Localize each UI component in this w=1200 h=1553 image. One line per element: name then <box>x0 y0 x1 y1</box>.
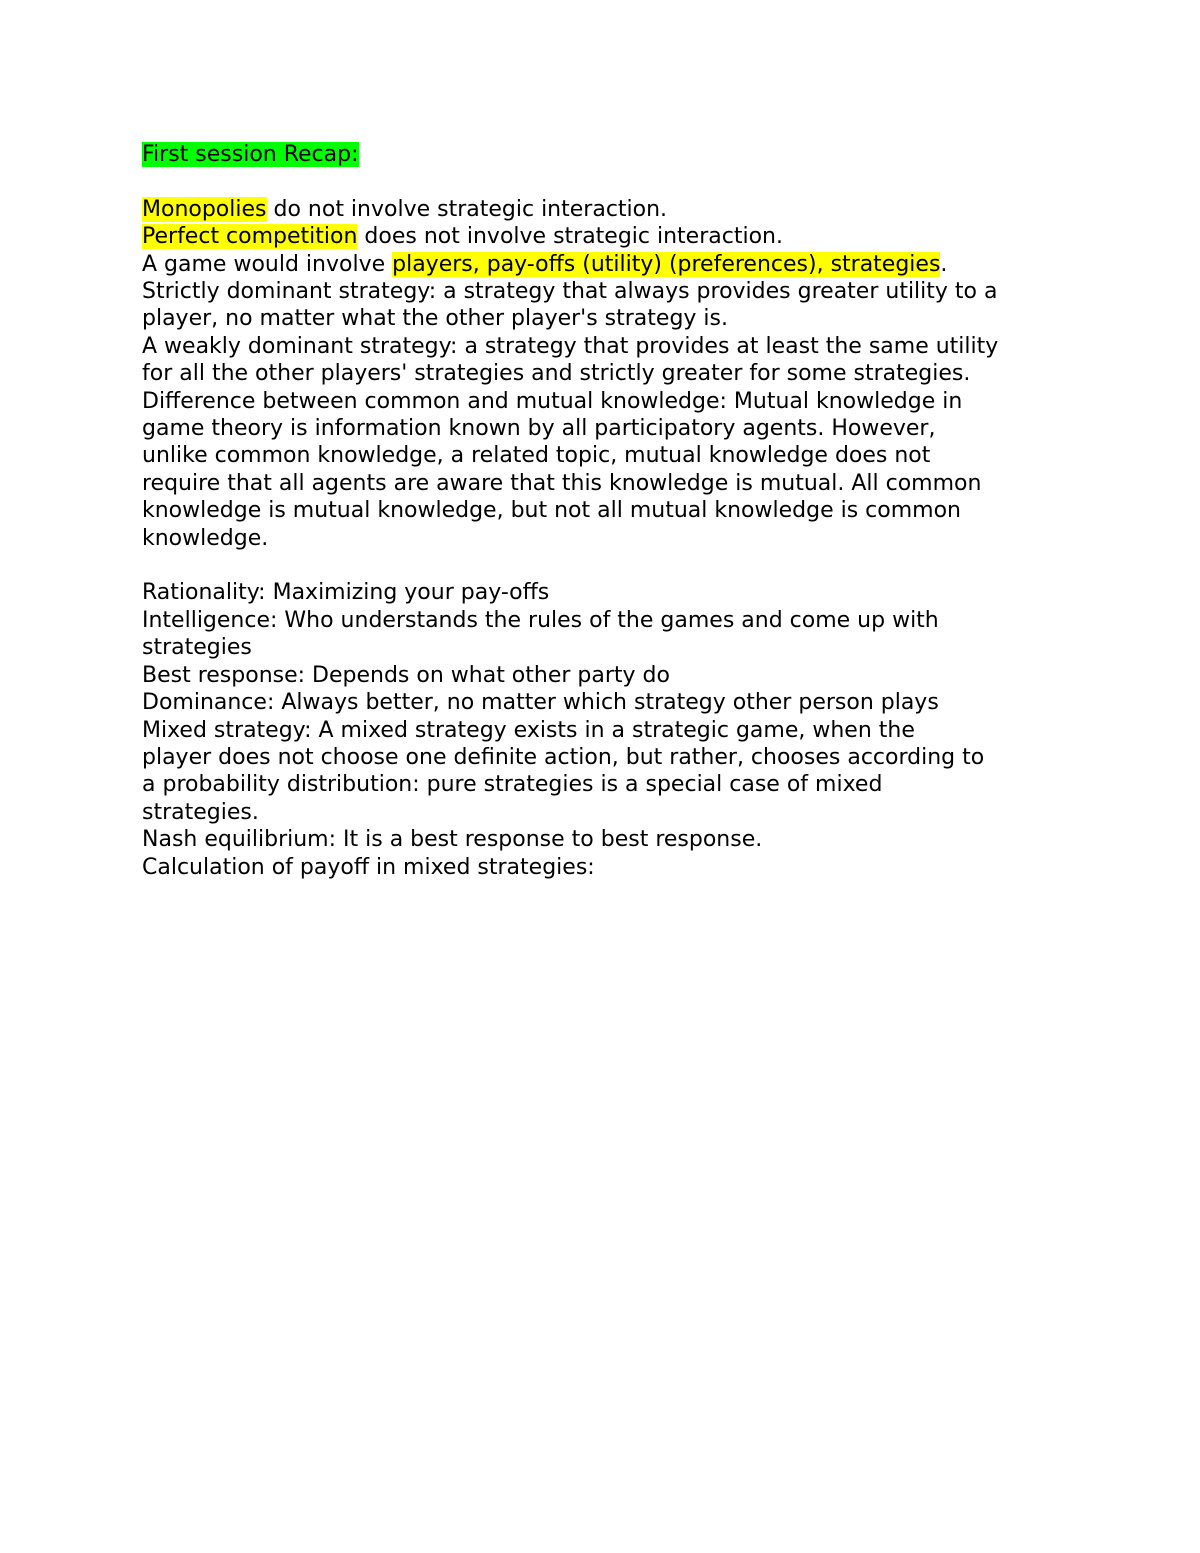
mixed-strategy-line-1: Mixed strategy: A mixed strategy exists in a strategic game, when the <box>142 717 915 743</box>
knowledge-line-1: Difference between common and mutual knowledge: Mutual knowledge in <box>142 388 963 414</box>
game-elements-line <box>142 251 1072 278</box>
weakly-dominant-line-2: for all the other players' strategies and strictly greater for some strategies. <box>142 361 971 387</box>
strictly-dominant-line-2: player, no matter what the other player's strategy is. <box>142 306 728 332</box>
session-heading: First session Recap: <box>142 142 359 167</box>
intelligence-line-1: Intelligence: Who understands the rules of the games and come up with <box>142 607 939 633</box>
game-elements-term: players, pay-offs (utility) (preferences), strategies <box>392 251 941 277</box>
document-body <box>142 141 1072 881</box>
knowledge-line-3: unlike common knowledge, a related topic, mutual knowledge does not <box>142 443 931 469</box>
perfect-competition-text: does not involve strategic interaction. <box>357 224 783 250</box>
perfect-competition-line <box>142 223 1072 250</box>
perfect-competition-term: Perfect competition <box>142 224 358 250</box>
heading-line <box>142 141 1072 168</box>
knowledge-line-4: require that all agents are aware that this knowledge is mutual. All common <box>142 470 982 496</box>
game-elements-prefix: A game would involve <box>142 251 393 277</box>
blank-line <box>142 168 1072 195</box>
dominance-line: Dominance: Always better, no matter which strategy other person plays <box>142 690 939 716</box>
mixed-strategy-line-3: a probability distribution: pure strategies is a special case of mixed <box>142 772 883 798</box>
monopolies-text: do not involve strategic interaction. <box>266 196 668 222</box>
blank-line <box>142 552 1072 579</box>
strictly-dominant-line-1: Strictly dominant strategy: a strategy that always provides greater utility to a <box>142 279 998 305</box>
game-elements-suffix: . <box>940 251 948 277</box>
payoff-calculation-line: Calculation of payoff in mixed strategies: <box>142 854 595 880</box>
knowledge-line-2: game theory is information known by all participatory agents. However, <box>142 416 936 442</box>
monopolies-line <box>142 196 1072 223</box>
monopolies-term: Monopolies <box>142 196 267 222</box>
weakly-dominant-line-1: A weakly dominant strategy: a strategy that provides at least the same utility <box>142 333 999 359</box>
intelligence-line-2: strategies <box>142 635 252 661</box>
mixed-strategy-line-2: player does not choose one definite action, but rather, chooses according to <box>142 744 985 770</box>
mixed-strategy-line-4: strategies. <box>142 799 259 825</box>
knowledge-line-6: knowledge. <box>142 525 269 551</box>
best-response-line: Best response: Depends on what other party do <box>142 662 670 688</box>
nash-equilibrium-line: Nash equilibrium: It is a best response to best response. <box>142 827 763 853</box>
knowledge-line-5: knowledge is mutual knowledge, but not all mutual knowledge is common <box>142 498 961 524</box>
rationality-line: Rationality: Maximizing your pay-offs <box>142 580 550 606</box>
